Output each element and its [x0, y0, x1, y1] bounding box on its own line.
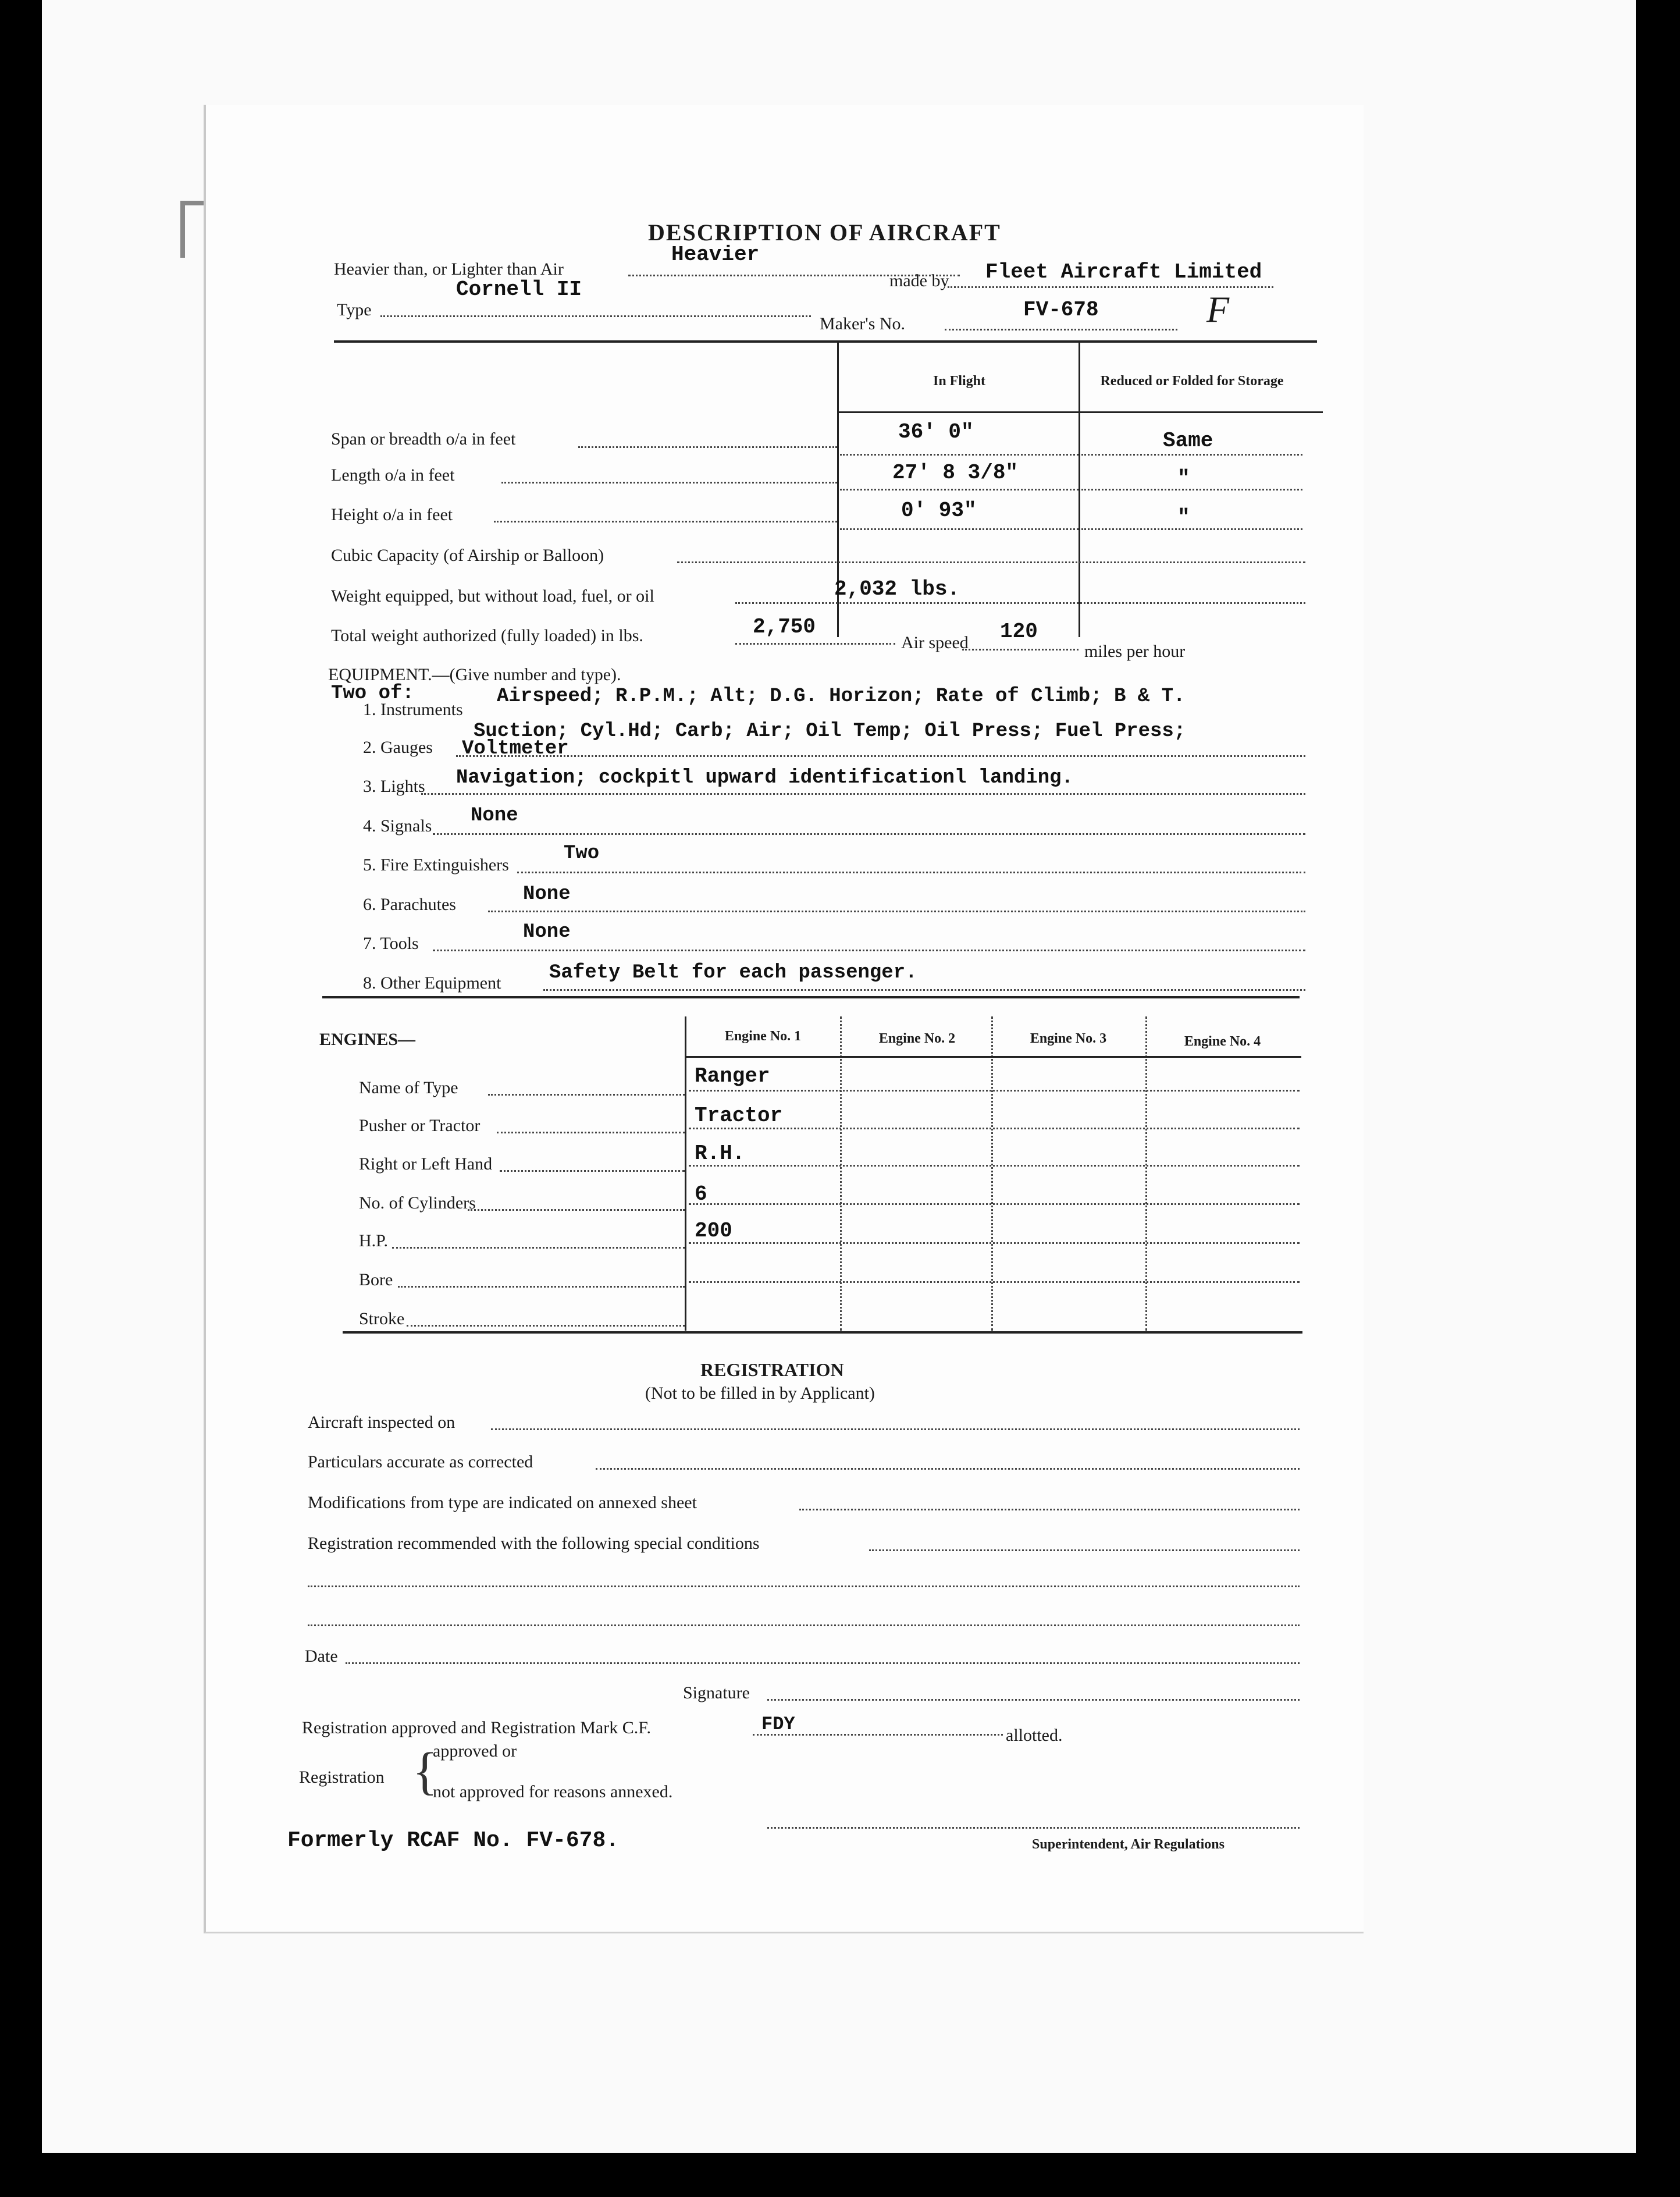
engine-col-2: Engine No. 2 — [878, 1031, 956, 1046]
registration-heading: REGISTRATION — [700, 1359, 844, 1380]
equipment-value-2b: Voltmeter — [462, 738, 569, 760]
makers-no-label: Maker's No. — [820, 314, 906, 333]
type-value: Cornell II — [456, 278, 582, 301]
equipment-value-3: Navigation; cockpitl upward identificationl landing. — [456, 767, 1073, 789]
engine-1-type: Ranger — [695, 1064, 770, 1088]
engine-1-hand: R.H. — [695, 1142, 745, 1165]
made-by-value: Fleet Aircraft Limited — [985, 260, 1262, 284]
engine-row-label-3: Right or Left Hand — [359, 1154, 493, 1174]
span-label: Span or breadth o/a in feet — [331, 429, 516, 449]
span-reduced: Same — [1163, 429, 1213, 453]
engine-row-label-7: Stroke — [359, 1309, 405, 1328]
height-reduced: " — [1177, 506, 1190, 529]
height-label: Height o/a in feet — [331, 505, 453, 524]
equipment-label-4: 4. Signals — [363, 816, 432, 836]
equipment-value-2: Suction; Cyl.Hd; Carb; Air; Oil Temp; Oil Press; Fuel Press; — [474, 720, 1186, 742]
engine-col-4: Engine No. 4 — [1184, 1034, 1261, 1049]
engine-col-1: Engine No. 1 — [724, 1029, 802, 1044]
modifications-label: Modifications from type are indicated on annexed sheet — [308, 1493, 697, 1512]
equipment-value-6: None — [523, 883, 571, 905]
formerly-note: Formerly RCAF No. FV-678. — [287, 1828, 620, 1853]
equipment-value-7: None — [523, 921, 571, 943]
engine-col-3: Engine No. 3 — [1030, 1031, 1107, 1046]
handwritten-mark: F — [1206, 289, 1230, 330]
recommended-label: Registration recommended with the following special conditions — [308, 1534, 760, 1553]
equipment-value-4: None — [471, 805, 518, 827]
brace: { — [412, 1743, 438, 1800]
length-in-flight: 27' 8 3/8" — [892, 461, 1019, 485]
airspeed-value: 120 — [1000, 620, 1038, 644]
weight-equipped-value: 2,032 lbs. — [834, 577, 960, 601]
date-label: Date — [305, 1647, 338, 1666]
equipment-label-8: 8. Other Equipment — [363, 973, 501, 993]
registration-subheading: (Not to be filled in by Applicant) — [645, 1384, 875, 1403]
col-in-flight: In Flight — [932, 374, 986, 389]
heavier-value: Heavier — [671, 243, 760, 266]
signature-label: Signature — [683, 1683, 750, 1702]
equipment-overtype: Two of: — [331, 682, 414, 705]
form-title: DESCRIPTION OF AIRCRAFT — [648, 219, 1001, 246]
equipment-label-6: 6. Parachutes — [363, 895, 456, 914]
mph-label: miles per hour — [1084, 642, 1186, 661]
col-reduced: Reduced or Folded for Storage — [1100, 374, 1284, 389]
engine-row-label-2: Pusher or Tractor — [359, 1116, 480, 1135]
cubic-label: Cubic Capacity (of Airship or Balloon) — [331, 546, 604, 565]
engine-row-label-5: H.P. — [359, 1231, 389, 1250]
engine-row-label-1: Name of Type — [359, 1078, 458, 1097]
equipment-value-5: Two — [564, 842, 600, 865]
engines-heading: ENGINES— — [319, 1030, 416, 1049]
superintendent-label: Superintendent, Air Regulations — [1032, 1837, 1225, 1852]
equipment-label-1: 1. Instruments — [363, 700, 463, 719]
engine-row-label-4: No. of Cylinders — [359, 1193, 476, 1213]
height-in-flight: 0' 93" — [901, 499, 977, 522]
type-label: Type — [337, 300, 372, 319]
length-reduced: " — [1177, 467, 1190, 490]
engine-row-label-6: Bore — [359, 1270, 393, 1289]
makers-no-value: FV-678 — [1023, 298, 1099, 322]
equipment-label-5: 5. Fire Extinguishers — [363, 855, 509, 874]
particulars-label: Particulars accurate as corrected — [308, 1452, 533, 1471]
registration-mark: FDY — [761, 1713, 795, 1735]
engine-1-cylinders: 6 — [695, 1182, 707, 1206]
engine-1-pusher: Tractor — [695, 1104, 783, 1128]
allotted-label: allotted. — [1006, 1726, 1063, 1745]
approved-or: approved or — [433, 1741, 517, 1761]
equipment-value-1: Airspeed; R.P.M.; Alt; D.G. Horizon; Rate of Climb; B & T. — [497, 685, 1186, 708]
airspeed-label: Air speed — [901, 633, 969, 652]
weight-equipped-label: Weight equipped, but without load, fuel, or oil — [331, 586, 654, 606]
span-in-flight: 36' 0" — [898, 420, 974, 444]
total-weight-label: Total weight authorized (fully loaded) in lbs. — [331, 626, 643, 645]
equipment-label-7: 7. Tools — [363, 934, 419, 953]
approved-label: Registration approved and Registration Mark C.F. — [302, 1718, 651, 1737]
form-sheet — [204, 105, 1364, 1933]
inspected-label: Aircraft inspected on — [308, 1413, 455, 1432]
made-by-label: made by — [889, 271, 949, 290]
equipment-heading: EQUIPMENT.—(Give number and type). — [328, 665, 621, 684]
registration-label: Registration — [299, 1768, 385, 1787]
equipment-label-2: 2. Gauges — [363, 738, 433, 757]
heavier-label: Heavier than, or Lighter than Air — [334, 259, 564, 279]
engine-1-hp: 200 — [695, 1219, 732, 1243]
equipment-value-8: Safety Belt for each passenger. — [549, 962, 917, 984]
length-label: Length o/a in feet — [331, 465, 455, 485]
not-approved: not approved for reasons annexed. — [433, 1782, 673, 1801]
total-weight-value: 2,750 — [753, 615, 816, 639]
equipment-label-3: 3. Lights — [363, 777, 425, 796]
